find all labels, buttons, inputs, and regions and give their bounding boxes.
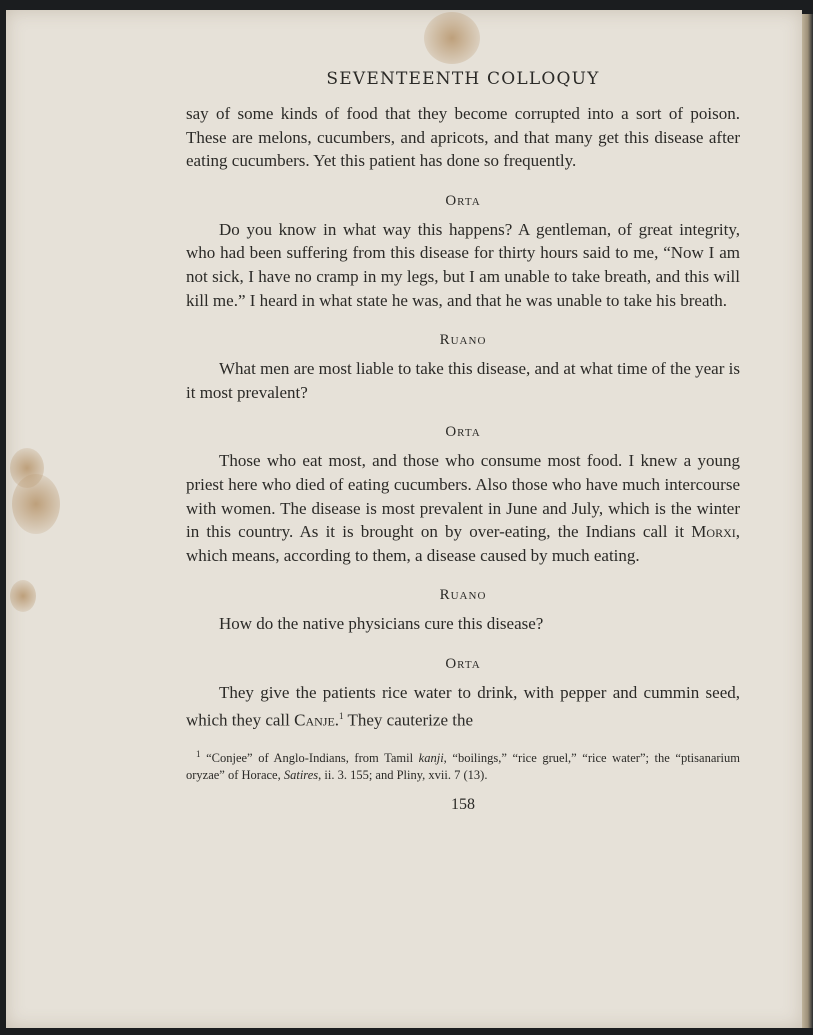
footnote — [186, 746, 740, 784]
paragraph-continued: say of some kinds of food that they become corrupted into a sort of poison. These are melons, cucumbers, and apricots, and that many get this disease after eating cucumbers. Yet this patient has done so frequently. — [186, 104, 740, 171]
footnote-title: Satires — [283, 767, 319, 782]
running-header: SEVENTEENTH COLLOQUY — [326, 69, 600, 89]
paragraph — [186, 449, 740, 567]
stain-left-3 — [10, 580, 36, 612]
footnote-mark: 1 — [196, 748, 201, 759]
footnote-text: , “boilings,” “rice gruel,” “rice water”; the “ptisanarium oryzae” of Horace, — [186, 750, 740, 782]
term-morxi: Morxi — [691, 522, 736, 542]
speaker-heading: Orta — [445, 424, 481, 441]
speaker-heading: Orta — [445, 655, 481, 672]
paragraph — [186, 681, 740, 732]
stain-left-2 — [12, 474, 60, 534]
speaker-heading: Orta — [445, 192, 481, 209]
text-run: They give the patients rice water to drink, with pepper and cummin seed, which they call — [186, 682, 740, 730]
footnote-text: “Conjee” of Anglo-Indians, from Tamil — [200, 750, 419, 765]
page-number: 158 — [451, 795, 475, 813]
text-run: They cauterize the — [343, 710, 474, 730]
footnote-ref: 1 — [339, 710, 344, 721]
footnote-term: kanji — [418, 750, 444, 765]
term-canje: Canje. — [294, 710, 340, 730]
paragraph: Do you know in what way this happens? A gentleman, of great integrity, who had been suffering from this disease for thirty hours said to me, “Now I am not sick, I have no cramp in my legs, but I am unable to take breath, and this will kill me.” I heard in what state he was, and that he was unable to take his breath. — [186, 219, 740, 310]
paragraph: What men are most liable to take this disease, and at what time of the year is it most prevalent? — [186, 359, 740, 402]
paragraph: How do the native physicians cure this disease? — [219, 614, 544, 634]
page-text — [186, 56, 740, 814]
speaker-heading: Ruano — [439, 587, 487, 604]
text-run: , which means, according to them, a disease caused by much eating. — [186, 522, 740, 565]
footnote-text: , ii. 3. 155; and Pliny, xvii. 7 (13). — [318, 767, 488, 782]
text-run: Those who eat most, and those who consume most food. I knew a young priest here who died of eating cucumbers. Also those who have much intercourse with women. The disease is most prevalent in June and July, which is the winter in this country. As it is brought on by over-eating, the Indians call it — [186, 451, 740, 542]
speaker-heading: Ruano — [439, 332, 487, 349]
